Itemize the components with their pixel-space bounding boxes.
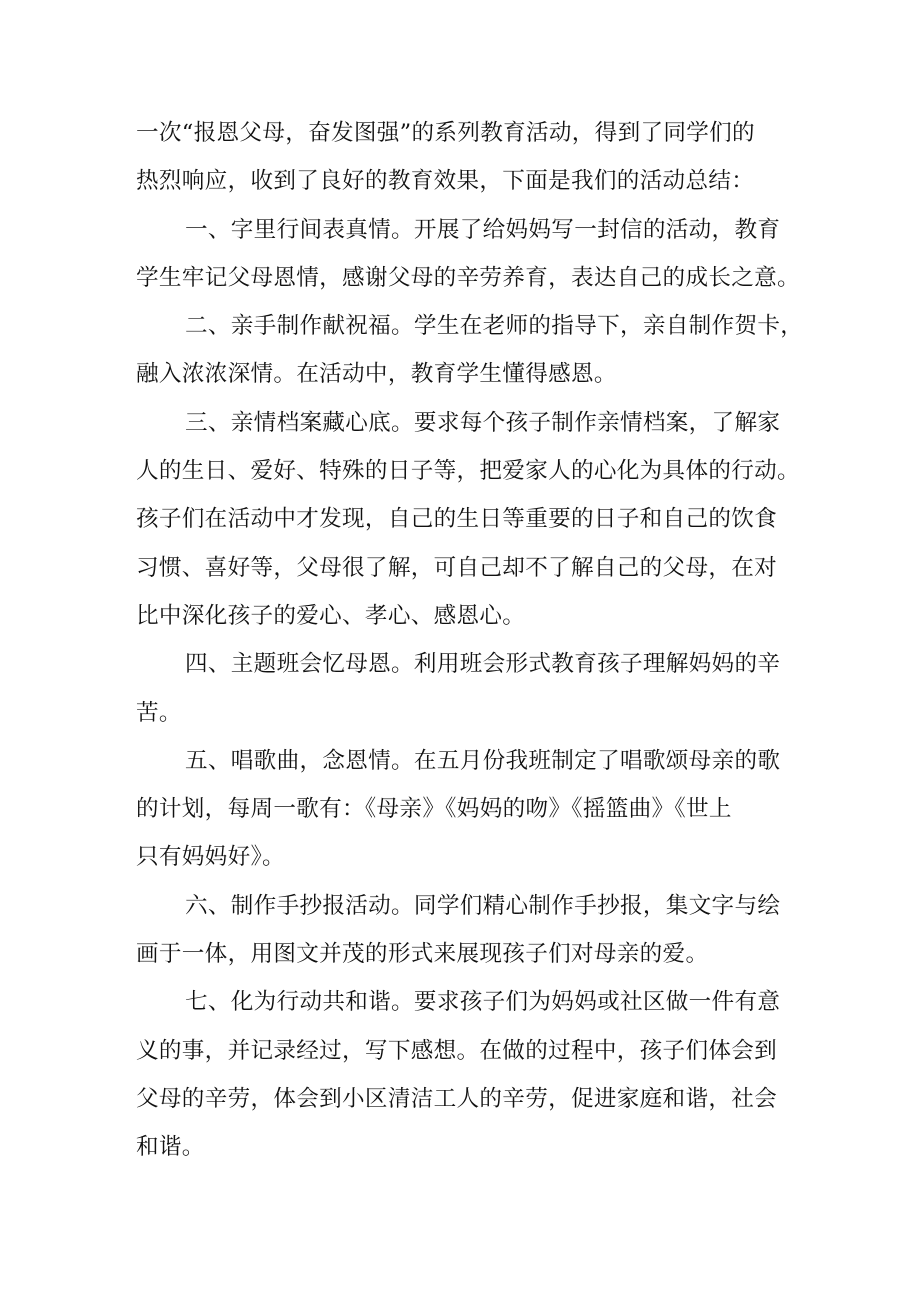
paragraph-3-start: 三、亲情档案藏心底。要求每个孩子制作亲情档案，了解家 [185,409,781,436]
text-line: 人的生日、爱好、特殊的日子等，把爱家人的心化为具体的行动。 [136,458,800,485]
paragraph-4-start: 四、主题班会忆母恩。利用班会形式教育孩子理解妈妈的辛 [185,651,781,678]
text-line: 只有妈妈好》。 [136,844,285,871]
text-line: 的计划，每周一歌有：《母亲》《妈妈的吻》《摇篮曲》《世上 [136,796,732,823]
text-line: 习惯、喜好等，父母很了解，可自己却不了解自己的父母，在对 [136,554,778,581]
paragraph-2-start: 二、亲手制作献祝福。学生在老师的指导下，亲自制作贺卡， [185,313,804,340]
text-line: 融入浓浓深情。在活动中，教育学生懂得感恩。 [136,361,617,388]
text-line: 父母的辛劳，体会到小区清洁工人的辛劳，促进家庭和谐，社会 [136,1085,778,1112]
document-body [136,109,804,1172]
text-line: 一次“报恩父母，奋发图强”的系列教育活动，得到了同学们的 [136,120,755,146]
text-line: 和谐。 [136,1134,205,1161]
paragraph-5-start: 五、唱歌曲，念恩情。在五月份我班制定了唱歌颂母亲的歌 [185,747,781,774]
text-line: 孩子们在活动中才发现，自己的生日等重要的日子和自己的饮食 [136,506,778,533]
paragraph-7-start: 七、化为行动共和谐。要求孩子们为妈妈或社区做一件有意 [185,989,781,1016]
text-line: 学生牢记父母恩情，感谢父母的辛劳养育，表达自己的成长之意。 [136,264,800,291]
text-line: 义的事，并记录经过，写下感想。在做的过程中，孩子们体会到 [136,1037,778,1064]
text-line: 比中深化孩子的爱心、孝心、感恩心。 [136,602,526,629]
text-line: 画于一体，用图文并茂的形式来展现孩子们对母亲的爱。 [136,941,709,968]
paragraph-6-start: 六、制作手抄报活动。同学们精心制作手抄报，集文字与绘 [185,892,781,919]
paragraph-1-start: 一、字里行间表真情。开展了给妈妈写一封信的活动，教育 [185,216,781,243]
text-line: 苦。 [136,699,182,726]
text-line: 热烈响应，收到了良好的教育效果，下面是我们的活动总结： [136,168,755,195]
